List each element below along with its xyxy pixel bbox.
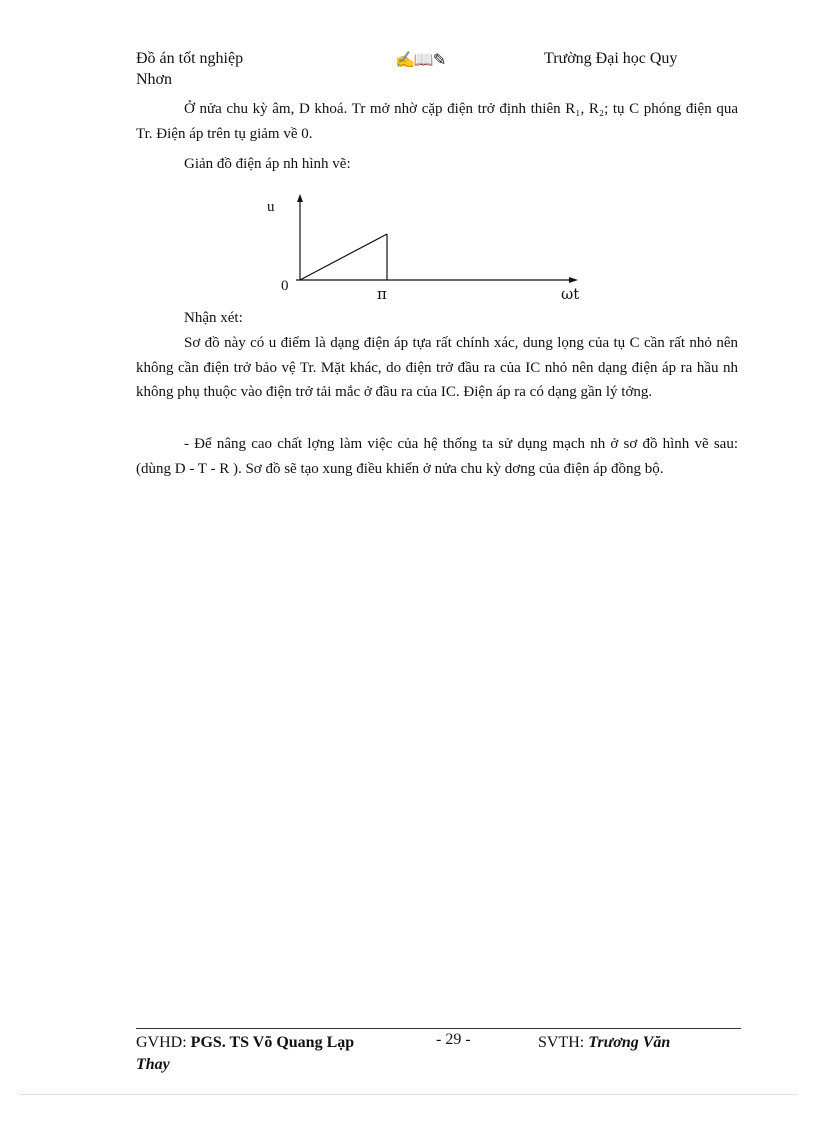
page-number: - 29 - [436,1031,471,1048]
x-axis-label: ωt [561,285,580,303]
header-university-wrap: Nhơn [136,71,173,88]
supervisor-label: GVHD: [136,1034,187,1051]
paragraph-remark: Sơ đồ này có u điểm là dạng điện áp tựa rất chính xác, dung lọng của tụ C cần rất nhỏ nên không cần điện trở bảo vệ Tr. Mặt khác, do điện trở đầu ra của IC nhỏ nên dạng điện áp ra hầu nh không phụ thuộc vào điện trở tải mắc ở đầu ra của IC. Điện áp ra có dạng gần lý tởng. [136,335,738,400]
supervisor-name: PGS. TS Võ Quang Lạp [190,1034,355,1051]
origin-label: 0 [281,278,289,294]
paragraph-negative-half-cycle: Ở nửa chu kỳ âm, D khoá. Tr mở nhờ cặp điện trở định thiên R₁, R₂; tụ C phóng điện qua Tr. Điện áp trên tụ giảm về 0. [136,101,738,142]
paragraph-improvement: - Để nâng cao chất lợng làm việc của hệ thống ta sử dụng mạch nh ở sơ đồ hình vẽ sau: (dùng D - T - R ). Sơ đồ sẽ tạo xung điều khiển ở nửa chu kỳ dơng của điện áp đồng bộ. [136,436,738,477]
footer-divider [136,1028,741,1029]
header-university: Trường Đại học Quy [544,50,678,67]
footer-supervisor [136,1034,354,1052]
y-axis-arrow-icon [297,194,303,202]
page-bottom-divider [20,1094,796,1095]
student-name-wrap: Thay [136,1056,170,1073]
voltage-ramp [300,234,387,280]
footer-student [538,1034,670,1052]
pi-label: π [377,285,387,303]
x-axis-arrow-icon [569,277,578,283]
header-ornament-icon: ✍📖✎ [395,52,446,69]
voltage-diagram [260,190,590,308]
paragraph-remark-title: Nhận xét: [184,310,243,326]
y-axis-label: u [267,199,275,215]
paragraph-diagram-intro: Giản đồ điện áp nh hình vẽ: [184,156,351,172]
student-name: Trương Văn [588,1034,671,1051]
header-title: Đồ án tốt nghiệp [136,50,244,67]
student-label: SVTH: [538,1034,585,1051]
